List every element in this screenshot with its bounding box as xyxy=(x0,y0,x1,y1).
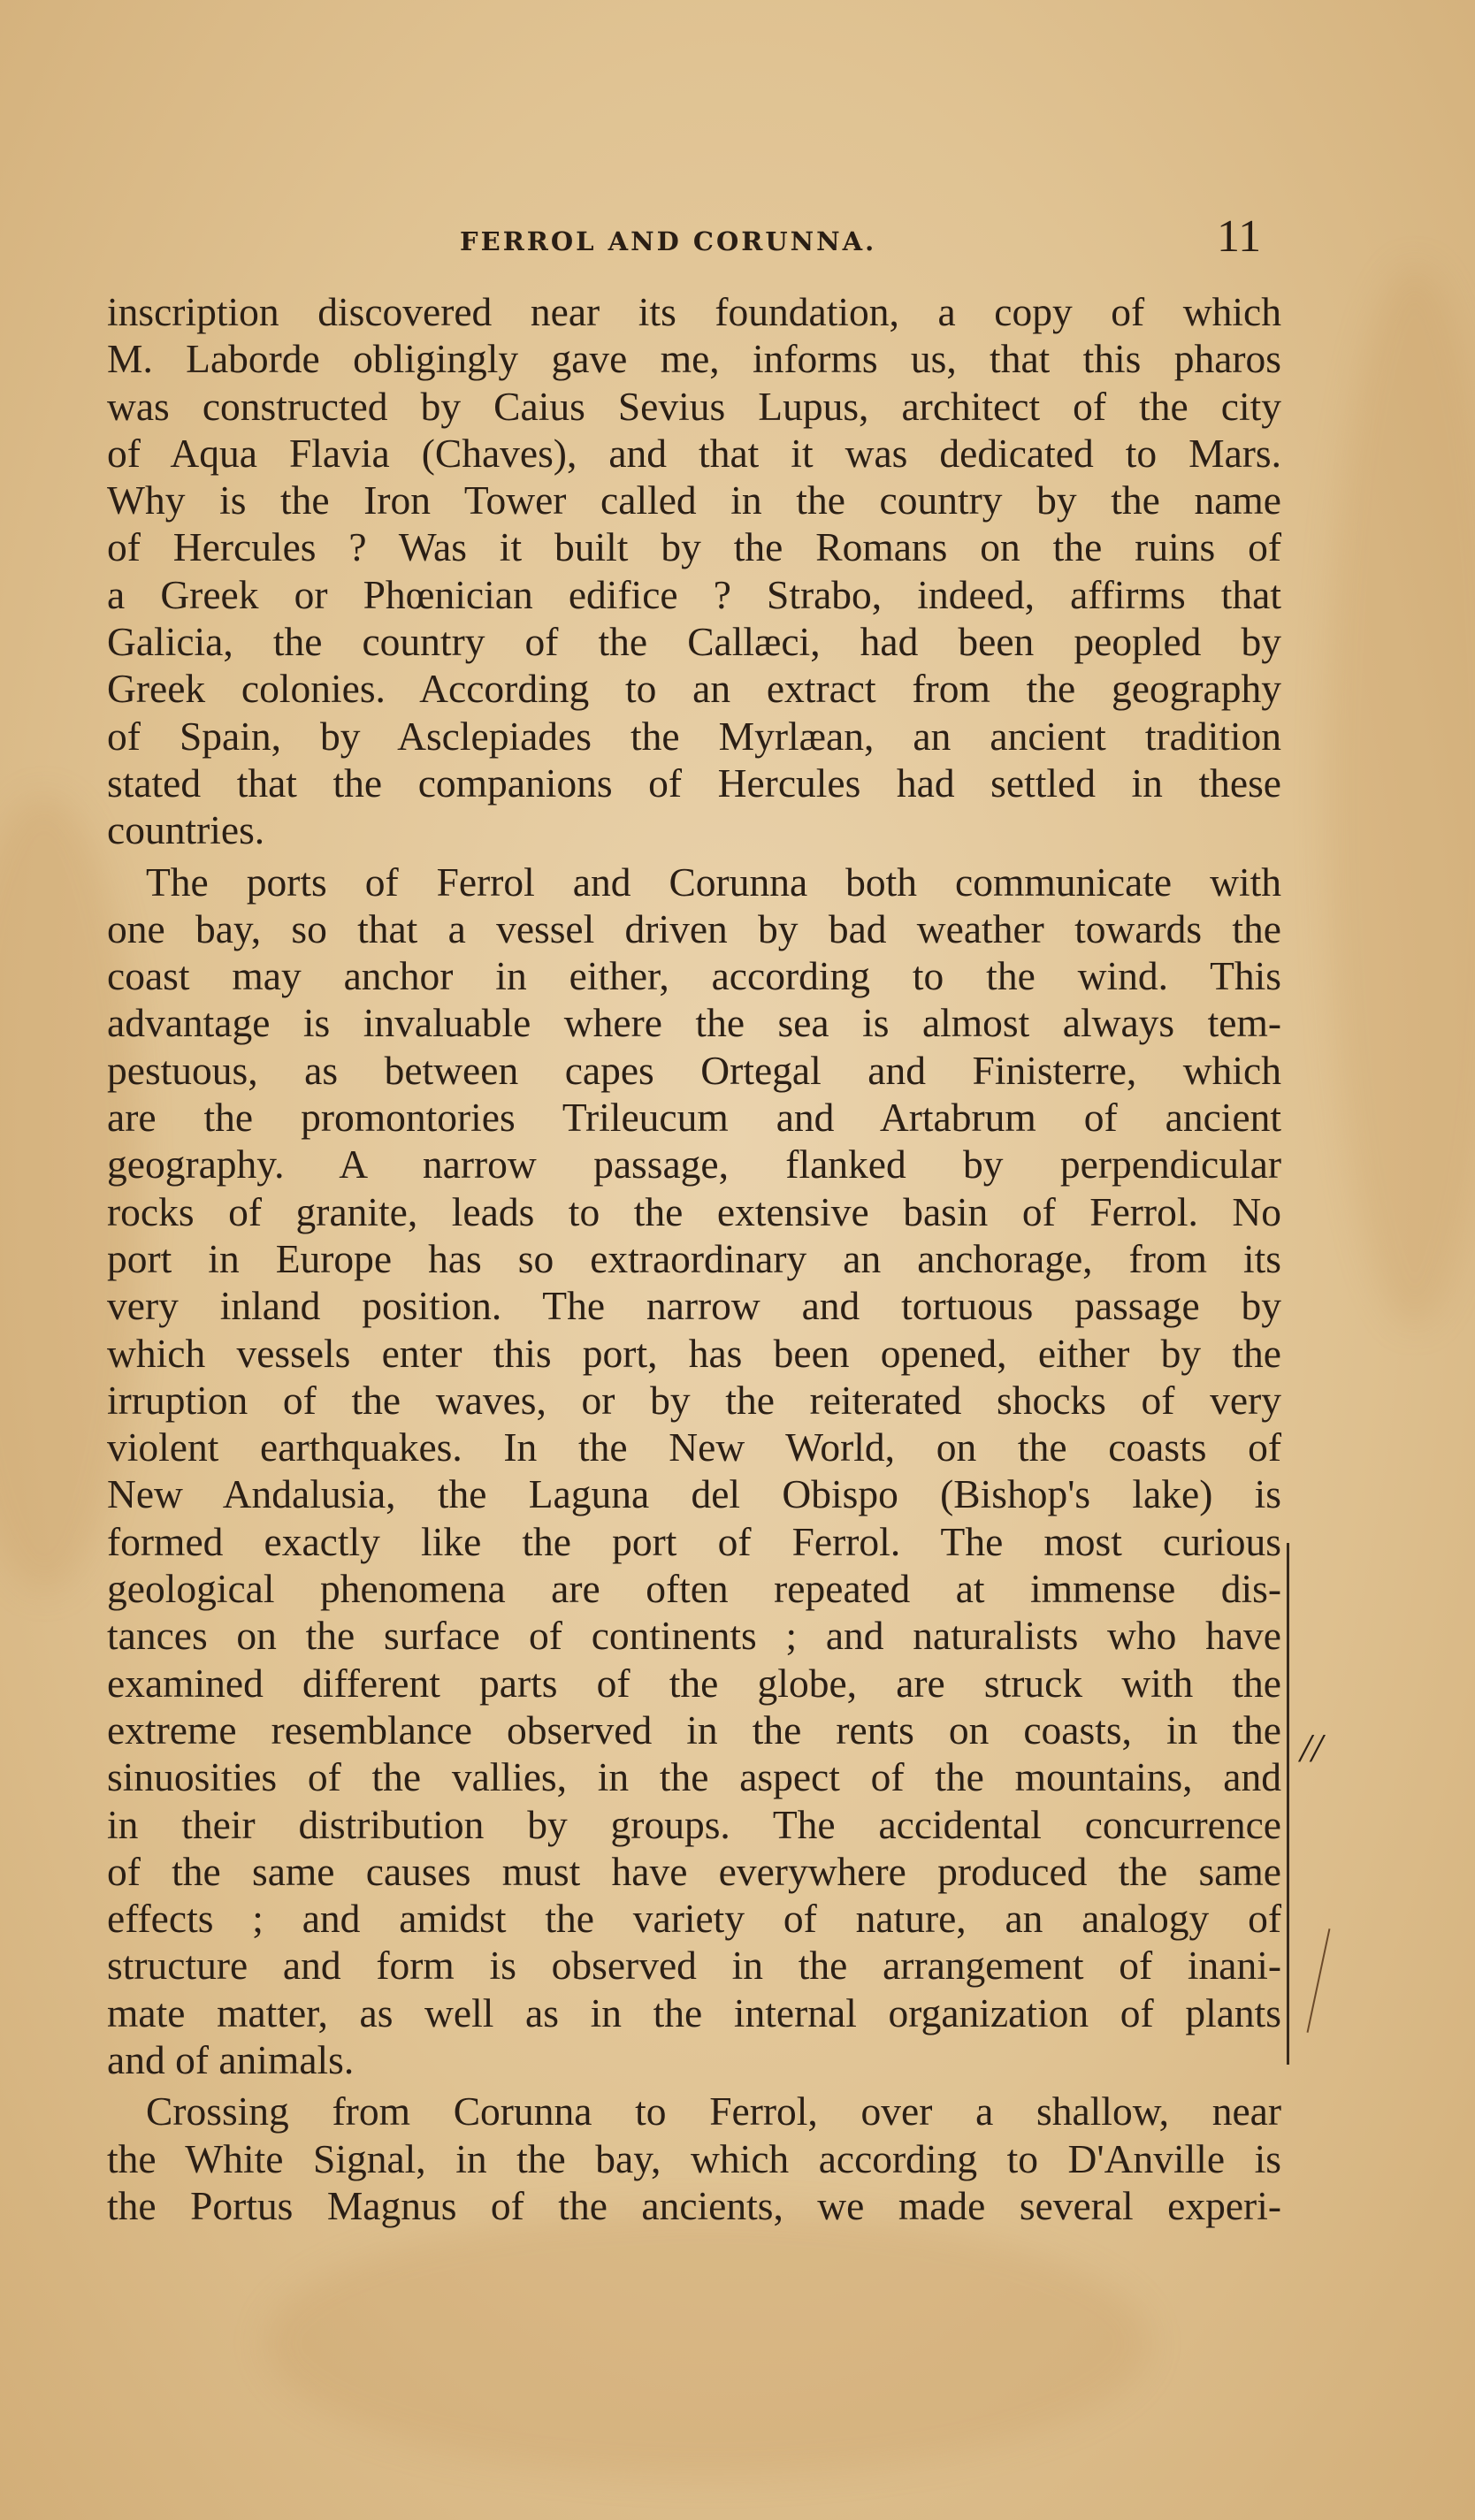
text-line: formed exactly like the port of Ferrol. The most curious xyxy=(107,1518,1281,1564)
text-line: The ports of Ferrol and Corunna both communicate with xyxy=(146,859,1281,905)
text-line: mate matter, as well as in the internal organization of plants xyxy=(107,1989,1281,2035)
text-line: countries. xyxy=(107,807,265,853)
text-line: irruption of the waves, or by the reiterated shocks of very xyxy=(107,1377,1281,1423)
text-line: was constructed by Caius Sevius Lupus, architect of the city xyxy=(107,383,1281,429)
text-line: and of animals. xyxy=(107,2036,355,2082)
margin-bar xyxy=(1287,1543,1289,2065)
text-line: Galicia, the country of the Callæci, had been peopled by xyxy=(107,619,1281,665)
text-line: of the same causes must have everywhere produced the same xyxy=(107,1848,1281,1894)
text-line: which vessels enter this port, has been opened, either by the xyxy=(107,1330,1281,1376)
text-line: geological phenomena are often repeated at immense dis- xyxy=(107,1566,1281,1612)
page-number: 11 xyxy=(1217,211,1262,262)
margin-tick xyxy=(1307,1928,1331,2033)
marginal-annotation: // xyxy=(1300,1725,1323,1770)
text-line: inscription discovered near its foundation, a copy of which xyxy=(107,289,1281,334)
text-line: sinuosities of the vallies, in the aspect of the mountains, and xyxy=(107,1754,1281,1800)
paragraph-3 xyxy=(107,2088,1281,2229)
text-line: examined different parts of the globe, are struck with the xyxy=(107,1660,1281,1706)
text-line: the Portus Magnus of the ancients, we made several experi- xyxy=(107,2182,1281,2228)
text-line: tances on the surface of continents ; and naturalists who have xyxy=(107,1613,1281,1659)
paragraph-2 xyxy=(107,859,1281,2084)
text-line: are the promontories Trileucum and Artabrum of ancient xyxy=(107,1095,1281,1141)
text-line: the White Signal, in the bay, which according to D'Anville is xyxy=(107,2135,1281,2181)
text-line: of Aqua Flavia (Chaves), and that it was dedicated to Mars. xyxy=(107,430,1281,476)
text-line: effects ; and amidst the variety of nature, an analogy of xyxy=(107,1896,1281,1942)
text-line: very inland position. The narrow and tortuous passage by xyxy=(107,1283,1281,1329)
text-line: extreme resemblance observed in the rents on coasts, in the xyxy=(107,1707,1281,1753)
running-head xyxy=(106,210,1262,272)
text-line: pestuous, as between capes Ortegal and Finisterre, which xyxy=(107,1047,1281,1093)
text-line: New Andalusia, the Laguna del Obispo (Bishop's lake) is xyxy=(107,1471,1281,1517)
text-line: M. Laborde obligingly gave me, informs us, that this pharos xyxy=(107,336,1281,382)
text-line: Why is the Iron Tower called in the country by the name xyxy=(107,477,1281,523)
text-line: port in Europe has so extraordinary an anchorage, from its xyxy=(107,1235,1281,1281)
paragraph-1 xyxy=(107,288,1281,854)
text-line: a Greek or Phœnician edifice ? Strabo, indeed, affirms that xyxy=(107,571,1281,617)
text-line: of Spain, by Asclepiades the Myrlæan, an ancient tradition xyxy=(107,713,1281,759)
text-line: structure and form is observed in the arrangement of inani- xyxy=(107,1943,1281,1989)
text-line: in their distribution by groups. The accidental concurrence xyxy=(107,1801,1281,1847)
text-line: one bay, so that a vessel driven by bad weather towards the xyxy=(107,905,1281,951)
text-line: geography. A narrow passage, flanked by perpendicular xyxy=(107,1142,1281,1187)
text-line: stated that the companions of Hercules had settled in these xyxy=(107,760,1281,806)
text-line: Crossing from Corunna to Ferrol, over a shallow, near xyxy=(146,2089,1281,2134)
text-line: advantage is invaluable where the sea is almost always tem- xyxy=(107,1000,1281,1046)
text-line: violent earthquakes. In the New World, on the coasts of xyxy=(107,1424,1281,1470)
running-title: FERROL AND CORUNNA. xyxy=(460,226,877,256)
text-line: coast may anchor in either, according to the wind. This xyxy=(107,953,1281,999)
text-line: rocks of granite, leads to the extensive basin of Ferrol. No xyxy=(107,1188,1281,1234)
text-line: of Hercules ? Was it built by the Romans on the ruins of xyxy=(107,524,1281,570)
text-line: Greek colonies. According to an extract from the geography xyxy=(107,666,1281,712)
body-text xyxy=(107,288,1281,2234)
